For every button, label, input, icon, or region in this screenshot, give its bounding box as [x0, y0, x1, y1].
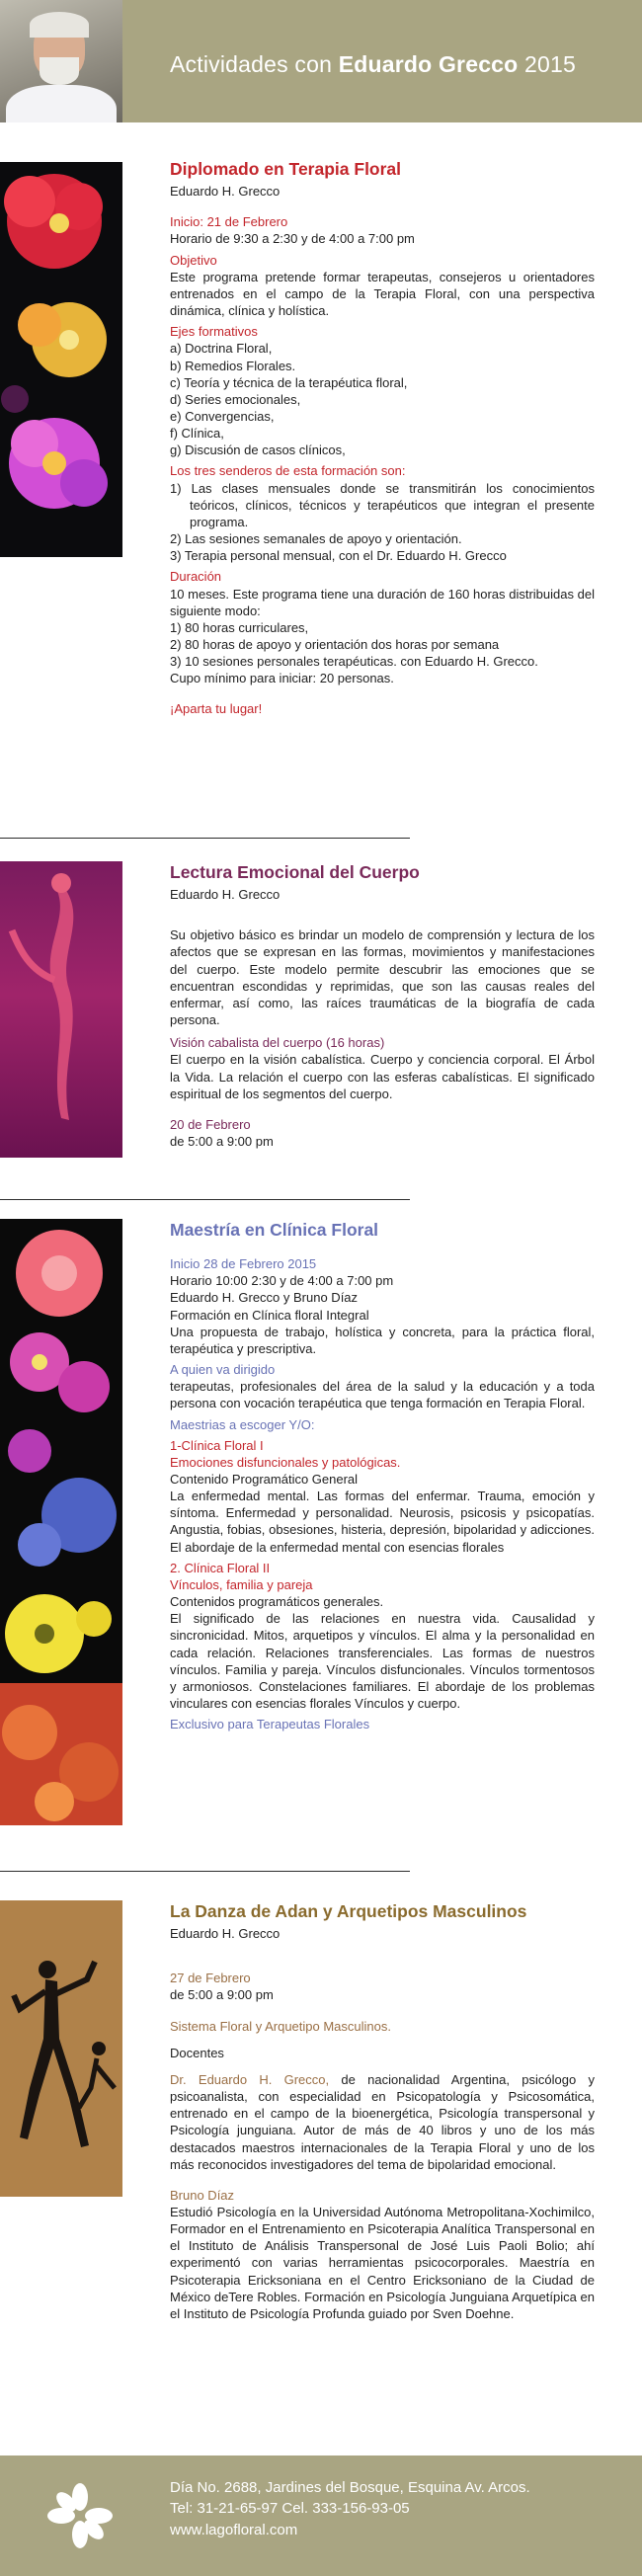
list-item: 3) 10 sesiones personales terapéuticas. con Eduardo H. Grecco. — [170, 654, 538, 670]
duration-list — [170, 619, 595, 687]
bruno-name: Bruno Díaz — [170, 2187, 235, 2203]
choose-label: Maestrias a escoger Y/O: — [170, 1416, 315, 1432]
list-item: 2) 80 horas de apoyo y orientación dos horas por semana — [170, 637, 500, 652]
eduardo-grecco-photo — [0, 0, 122, 122]
axes-label: Ejes formativos — [170, 324, 258, 340]
formation: Formación en Clínica floral Integral — [170, 1307, 369, 1323]
list-item: a) Doctrina Floral, — [170, 341, 273, 357]
header-band — [0, 0, 642, 122]
audience-text: terapeutas, profesionales del área de la salud y la educación y a toda persona con vocación terapéutica que tenga formación en Terapia Floral. — [170, 1379, 595, 1411]
event-date: 27 de Febrero — [170, 1971, 251, 1986]
teachers: Eduardo H. Grecco y Bruno Díaz — [170, 1290, 359, 1306]
start-date: Inicio 28 de Febrero 2015 — [170, 1256, 317, 1272]
m2-program: Contenidos programáticos generales. — [170, 1594, 384, 1610]
section-author: Eduardo H. Grecco — [170, 887, 281, 903]
list-item: 3) Terapia personal mensual, con el Dr. Eduardo H. Grecco — [170, 548, 507, 564]
list-item: g) Discusión de casos clínicos, — [170, 443, 346, 458]
list-item: 2) Las sesiones semanales de apoyo y orientación. — [170, 531, 462, 547]
section-title: Lectura Emocional del Cuerpo — [170, 862, 420, 882]
m1-label: 1-Clínica Floral I — [170, 1437, 264, 1453]
schedule: Horario de 9:30 a 2:30 y de 4:00 a 7:00 pm — [170, 231, 415, 247]
teachers-label: Docentes — [170, 2045, 224, 2060]
divider — [0, 1199, 410, 1200]
list-item: f) Clínica, — [170, 426, 224, 442]
objective-text: Este programa pretende formar terapeutas, consejeros u orientadores entrenados en el campo de la Terapia Floral, con una perspectiva dinámica, clínica y holística. — [170, 269, 595, 319]
dr-name: Dr. Eduardo H. Grecco, — [170, 2071, 330, 2087]
page-title — [170, 49, 576, 79]
event-time: de 5:00 a 9:00 pm — [170, 1133, 274, 1149]
website-link[interactable]: www.lagofloral.com — [170, 2521, 298, 2538]
list-item: 1) 80 horas curriculares, — [170, 619, 309, 635]
address: Día No. 2688, Jardines del Bosque, Esquina Av. Arcos. — [170, 2479, 530, 2496]
audience-label: A quien va dirigido — [170, 1362, 276, 1378]
paths-label: Los tres senderos de esta formación son: — [170, 463, 406, 479]
event-time: de 5:00 a 9:00 pm — [170, 1987, 274, 2003]
cta-text: ¡Aparta tu lugar! — [170, 701, 263, 717]
list-item: c) Teoría y técnica de la terapéutica floral, — [170, 374, 408, 390]
paths-list — [170, 480, 595, 565]
m1-program: Contenido Programático General — [170, 1471, 359, 1487]
m2-label: 2. Clínica Floral II — [170, 1560, 271, 1575]
m2-subtitle: Vínculos, familia y pareja — [170, 1576, 313, 1592]
dr-bio-text: de nacionalidad Argentina, psicólogo y psicoanalista, con especialidad en Psicopatología y Psicosomática, entrenado en el campo de la bioenergética, Psicología transpersonal y Psicología junguiana. Autor de más de 40 libros y uno de los más destacados maestros internacionales de la Terapia Floral y uno de los más reconocidos investigadores del tema de bipolaridad emocional. — [170, 2071, 595, 2172]
contact-info — [170, 2477, 530, 2540]
vision-label: Visión cabalista del cuerpo (16 horas) — [170, 1035, 385, 1051]
m1-subtitle: Emociones disfuncionales y patológicas. — [170, 1454, 401, 1470]
list-item: 1) Las clases mensuales donde se transmitirán los conocimientos teóricos, clínicos, técnicos y terapéuticos que integran el presente programa. — [170, 480, 595, 529]
list-item: e) Convergencias, — [170, 408, 275, 424]
objective-label: Objetivo — [170, 252, 217, 268]
list-item: b) Remedios Florales. — [170, 358, 296, 373]
section-author: Eduardo H. Grecco — [170, 184, 281, 200]
duration-label: Duración — [170, 569, 222, 585]
section-title: La Danza de Adan y Arquetipos Masculinos — [170, 1901, 527, 1921]
exclusive-note: Exclusivo para Terapeutas Florales — [170, 1717, 370, 1732]
dancing-figure-image — [0, 1900, 122, 2197]
dr-bio — [170, 2071, 595, 2173]
intro-text: Su objetivo básico es brindar un modelo de comprensión y lectura de los afectos que se expresan en las formas, movimientos y manifestaciones del cuerpo. Este modelo permite descubrir las emociones que se encuentran escondidas y reprimidas, que son las causas reales del enfermar, así como, las raíces traumáticas de la biografía de cada persona. — [170, 927, 595, 1028]
divider — [0, 1871, 410, 1872]
title-year: 2015 — [524, 51, 576, 77]
bruno-bio: Estudió Psicología en la Universidad Autónoma Metropolitana-Xochimilco, Formador en el Entrenamiento en Psicoterapia Analítica Transpersonal en el Instituto de Análisis Transpersonal de José Luis Paoli Bolio; ahí experimentó con varias herramientas psicocorporales. Maestría en Psicoterapia Ericksoniana en el Centro Ericksoniano de la Ciudad de México deTere Robles. Formación en Psicología Junguiana Arquetípica en el Instituto de Psicología Profunda guiado por Sven Doehne. — [170, 2204, 595, 2321]
m2-text: El significado de las relaciones en nuestra vida. Causalidad y sincronicidad. Mitos, arquetipos y vínculos. El alma y la personalidad en cada relación. Relaciones transferenciales. Las formas de nuestros vínculos. Familia y pareja. Vínculos disfuncionales. Vínculos tormentosos y armoniosos. Constelaciones familiares. El abordaje de los problemas vinculares con esencias florales Vínculos y cuerpo. — [170, 1611, 595, 1711]
event-date: 20 de Febrero — [170, 1116, 251, 1132]
flowers-collage-image — [0, 1219, 122, 1825]
phones: Tel: 31-21-65-97 Cel. 333-156-93-05 — [170, 2500, 410, 2518]
section-author: Eduardo H. Grecco — [170, 1926, 281, 1942]
duration-text: 10 meses. Este programa tiene una duración de 160 horas distribuidas del siguiente modo: — [170, 586, 595, 618]
footer-band — [0, 2455, 642, 2576]
proposal: Una propuesta de trabajo, holística y concreta, para la práctica floral, terapéutica y prescriptiva. — [170, 1324, 595, 1356]
list-item: d) Series emocionales, — [170, 391, 301, 407]
flower-logo-icon — [45, 2481, 115, 2550]
axes-list — [170, 340, 595, 458]
start-date: Inicio: 21 de Febrero — [170, 214, 288, 230]
flowers-image — [0, 162, 122, 557]
list-item: Cupo mínimo para iniciar: 20 personas. — [170, 671, 394, 686]
divider — [0, 838, 410, 839]
section-title: Diplomado en Terapia Floral — [170, 159, 402, 179]
section-title: Maestría en Clínica Floral — [170, 1220, 379, 1240]
body-silhouette-image — [0, 861, 122, 1158]
vision-text: El cuerpo en la visión cabalística. Cuerpo y conciencia corporal. El Árbol la Vida. La relación el cuerpo con las esferas cabalísticas. El significado espiritual de los segmentos del cuerpo. — [170, 1052, 595, 1101]
m1-text: La enfermedad mental. Las formas del enfermar. Trauma, emoción y síntoma. Enfermedad y personalidad. Neurosis, psicosis y psicopatías. Angustia, fobias, obsesiones, histeria, depresión, bipolaridad y adicciones. El abordaje de la enfermedad mental con esencias florales — [170, 1489, 595, 1555]
title-prefix: Actividades con — [170, 51, 333, 77]
system-label: Sistema Floral y Arquetipo Masculinos. — [170, 2018, 391, 2034]
schedule: Horario 10:00 2:30 y de 4:00 a 7:00 pm — [170, 1273, 394, 1289]
title-name: Eduardo Grecco — [338, 51, 519, 77]
